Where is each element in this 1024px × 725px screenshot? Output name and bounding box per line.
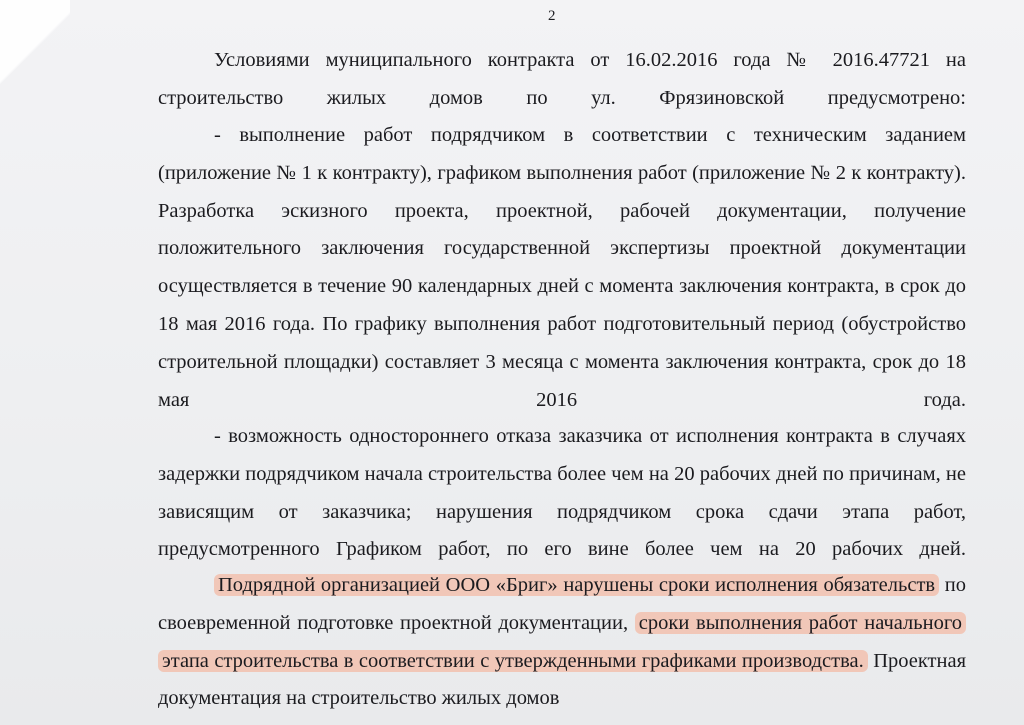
highlighted-text: сроки выполнения работ начального этапа строительства в соответствии с утвержденными графиками производства. bbox=[158, 612, 966, 672]
paragraph-intro: Условиями муниципального контракта от 16.02.2016 года № 2016.47721 на строительство жилых домов по ул. Фрязиновской предусмотрено: bbox=[158, 49, 966, 109]
paragraph-item-1: - выполнение работ подрядчиком в соответствии с техническим заданием (приложение № 1 к контракту), графиком выполнения работ (приложение № 2 к контракту). Разработка эскизного проекта, проектной, рабочей документации, получение положительного заключения государственной экспертизы проектной документации осуществляется в течение 90 календарных дней с момента заключения контракта, в срок до 18 мая 2016 года. По графику выполнения работ подготовительный период (обустройство строительной площадки) составляет 3 месяца с момента заключения контракта, срок до 18 мая 2016 года. bbox=[158, 124, 966, 411]
folded-corner bbox=[0, 0, 70, 100]
paragraph-text: по своевременной подготовке проектной документации, bbox=[158, 574, 966, 634]
paragraph-violations bbox=[158, 567, 966, 718]
page-number: 2 bbox=[548, 8, 556, 24]
paragraph-text: Проектная документация на строительство жилых домов bbox=[158, 649, 966, 710]
highlighted-text: Подрядной организацией ООО «Бриг» нарушены сроки исполнения обязательств bbox=[214, 574, 939, 596]
paragraph-item-2: - возможность одностороннего отказа заказчика от исполнения контракта в случаях задержки подрядчиком начала строительства более чем на 20 рабочих дней по причинам, не зависящим от заказчика; нарушения подрядчиком срока сдачи этапа работ, предусмотренного Графиком работ, по его вине более чем на 20 рабочих дней. bbox=[158, 425, 966, 561]
